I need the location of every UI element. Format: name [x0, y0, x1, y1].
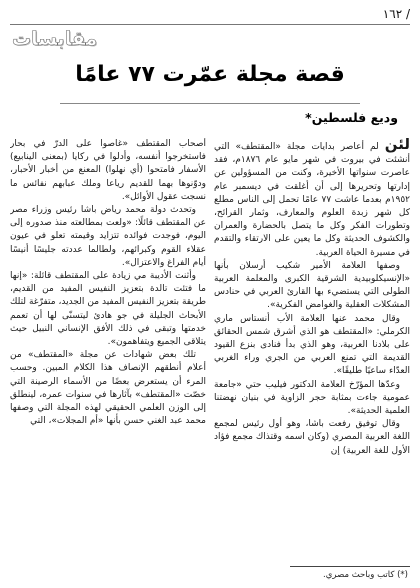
- paragraph-text: لم أعاصر بدايات مجلة «المقتطف» التي أنشئت في بيروت في شهر مايو عام ١٨٧٦م، فقد عاصرت سنواتها الأخيرة، وكنت من المسؤولين عن إدارتها وتحريرها إلى أن أغلقت في ديسمبر عام ١٩٥٢م بعدما عاشت ٧٧ عامًا تحمل إلى الناس مطلع كل شهر زبدة العلوم والمعارف، وثمار القرائح، وتطورات الفكر وكل ما يتصل بالحضارة والعمران والكشوف الحديثة وكل ما يعين على الارتقاء والتقدم في مسيرة الحياة العربية.: [214, 142, 410, 258]
- title-rule: [60, 103, 360, 104]
- footnote: (*) كاتب وباحث مصري.: [323, 570, 408, 580]
- paragraph: تلك بعض شهادات عن مجلة «المقتطف» من أعلام أنطقهم الإنصاف هذا الكلام المبين. وحسب المرء أن يستعرض بعضًا من الأسماء الرصينة التي خصّت «المقتطف» بآثارها في سنوات عمره، لينطلق إلى الوزن العلمي الحقيقي لهذه المجلة التي وصفها محمد عبد الغني حسن بأنها «أم المجلات»، التي: [10, 350, 206, 427]
- paragraph: وعدّها المؤرّخ العلامة الدكتور فيليب حتي «جامعة عمومية جاءت بمثابة حجر الزاوية في بنيان نهضتنا العلمية الحديثة».: [214, 379, 410, 417]
- drop-cap: لئن: [384, 138, 410, 153]
- page-header: [10, 6, 410, 22]
- section-label: مقابسات: [12, 28, 98, 50]
- article-body: [10, 138, 410, 562]
- header-rule: [10, 24, 410, 25]
- paragraph: وقال محمد عنها العلامة الأب أنستاس ماري الكرملي: «المقتطف هو الذي أشرق شمس الحقائق على بلادنا العربية، وهو الذي بدأ فنادى بنزع القيود القديمة التي تمنع العربي من الجري وراء الغربي العدّاء ساعيًا طليقًا».: [214, 313, 410, 377]
- column-right: [214, 138, 410, 562]
- article-author: وديع فلسطين*: [305, 110, 398, 125]
- column-left: [10, 138, 206, 562]
- paragraph: [214, 138, 410, 260]
- paragraph: وأثنت الأديبة مي زيادة على المقتطف قائلة: «إنها ما فتئت تالدة بتعزيز النفيس المفيد من القديم، طريقة بتعزيز النفيس المفيد من الجديد، متفرّغة لتلك الأبحاث الجليلة في جو هادئ ليتسنّى لها أن تعمم خدمتها وتبقى في ذلك الأفق الإنساني النبيل حيث يتلاقى الجميع ويتفاهمون».: [10, 271, 206, 348]
- paragraph: وقال توفيق رفعت باشا، وهو أول رئيس لمجمع اللغة العربية المصري (وكان اسمه وقتذاك مجمع فؤاد الأول للغة العربية) إن: [214, 419, 410, 456]
- paragraph: أصحاب المقتطف «غاصوا على الدرّ في بحار فاستخرجوا أنفسه، وأدلوا في ركايا (بمعنى الينابيع) الأسفار فامتحوا (أي نهلوا) المعنع من أخبار الأحبار، ودوّنوها بهما للقديم رياعا وملك عبابهم نفائس ما نسجت عقول الأوائل».: [10, 139, 206, 202]
- footnote-rule: [290, 566, 410, 567]
- article-title: قصة مجلة عمّرت ٧٧ عامًا: [75, 62, 345, 87]
- paragraph: وتحدث دولة محمد رياض باشا رئيس وزراء مصر عن المقتطف قائلًا: «ولعت بمطالعته منذ صدوره إلى اليوم، فوجدت فوائده تتزايد وقيمته تعلو في عيون عقلاء القوم وكبرائهم، ولطالما عددته جليسًا أنيسًا أيام الفراغ والاعتزال».: [10, 205, 206, 268]
- paragraph: وصفها العلامة الأمير شكيب أرسلان بأنها «الإنسيكلوبيدية الشرقية الكبرى والمعلمة العربية الطولى التي يستضيء بها القارئ العربي في حنادس المشكلات العقلية والغوامض الفكرية».: [214, 260, 410, 311]
- page-number: ١٦٢ /: [382, 7, 410, 21]
